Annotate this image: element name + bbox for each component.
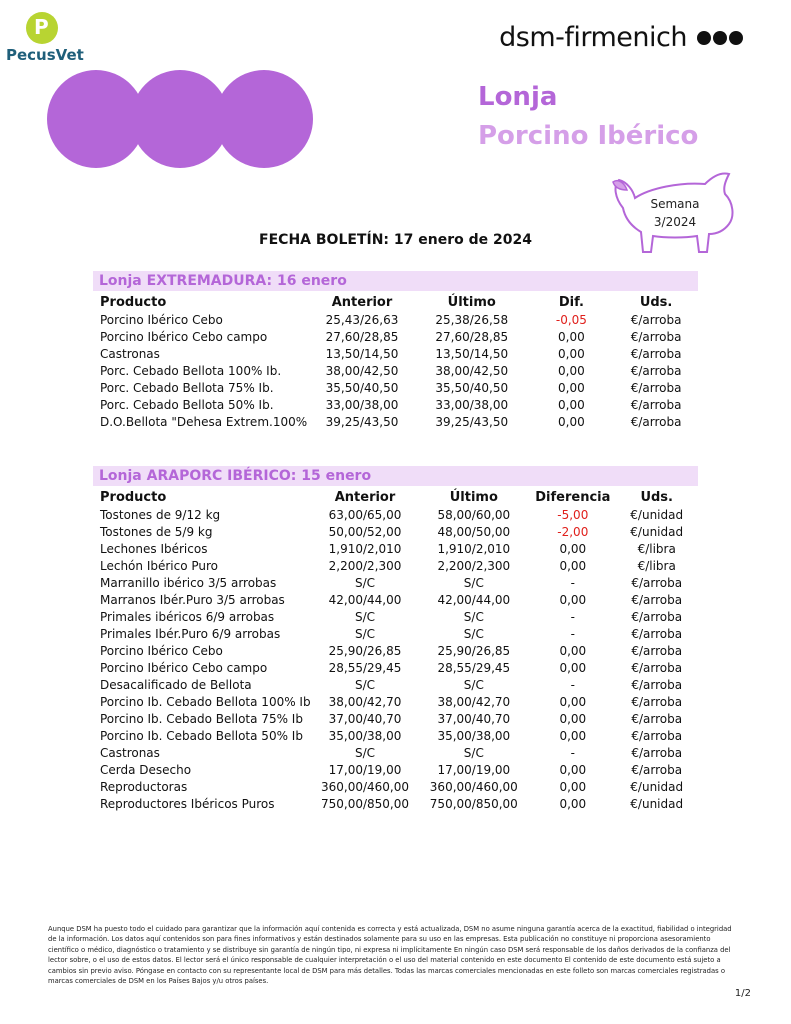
cell-previous: 28,55/29,45 — [328, 660, 402, 675]
cell-units: €/unidad — [630, 524, 684, 539]
cell-units: €/unidad — [630, 507, 684, 522]
cell-previous: S/C — [354, 609, 376, 624]
col-header-last: Último — [449, 490, 498, 505]
col-header-product: Producto — [100, 295, 167, 310]
cell-diff: 0,00 — [559, 762, 587, 777]
table-row — [96, 413, 696, 430]
table-row — [96, 362, 696, 379]
cell-last: 2,200/2,300 — [437, 558, 511, 573]
cell-units: €/arroba — [630, 312, 682, 327]
cell-last: 17,00/19,00 — [437, 762, 511, 777]
cell-product: Marranillo ibérico 3/5 arrobas — [100, 575, 277, 590]
cell-units: €/arroba — [631, 643, 683, 658]
cell-diff: - — [570, 677, 575, 692]
cell-previous: 13,50/14,50 — [325, 346, 399, 361]
cell-units: €/arroba — [630, 397, 682, 412]
cell-units: €/arroba — [631, 745, 683, 760]
cell-product: Porc. Cebado Bellota 100% Ib. — [100, 363, 282, 378]
cell-diff: - — [570, 609, 575, 624]
cell-product: Porcino Ib. Cebado Bellota 100% Ib — [100, 694, 311, 709]
table-row — [96, 676, 696, 693]
cell-previous: 63,00/65,00 — [328, 507, 402, 522]
col-header-product: Producto — [100, 490, 167, 505]
cell-previous: 25,90/26,85 — [328, 643, 402, 658]
cell-units: €/arroba — [631, 762, 683, 777]
cell-last: 38,00/42,50 — [435, 363, 509, 378]
cell-units: €/arroba — [631, 677, 683, 692]
cell-units: €/arroba — [630, 346, 682, 361]
cell-last: 25,38/26,58 — [435, 312, 509, 327]
cell-product: Tostones de 5/9 kg — [100, 524, 213, 539]
cell-diff: 0,00 — [558, 380, 585, 395]
cell-last: S/C — [463, 677, 484, 692]
cell-product: Primales ibéricos 6/9 arrobas — [100, 609, 275, 624]
table-row — [96, 574, 696, 591]
cell-product: Porcino Ibérico Cebo campo — [100, 660, 268, 675]
cell-units: €/libra — [637, 541, 676, 556]
cell-last: 35,50/40,50 — [435, 380, 509, 395]
cell-diff: -0,05 — [555, 312, 587, 327]
col-header-last: Último — [447, 295, 496, 310]
cell-units: €/unidad — [630, 796, 684, 811]
table-row — [96, 727, 696, 744]
cell-product: Castronas — [100, 346, 160, 361]
table-row — [96, 659, 696, 676]
page-number: 1/2 — [734, 988, 751, 999]
dsm-firmenich-brand — [499, 22, 743, 53]
cell-last: 35,00/38,00 — [437, 728, 511, 743]
cell-units: €/arroba — [631, 728, 683, 743]
cell-last: 33,00/38,00 — [435, 397, 509, 412]
cell-previous: 39,25/43,50 — [325, 414, 399, 429]
table-row — [96, 710, 696, 727]
cell-last: S/C — [463, 609, 484, 624]
cell-product: Reproductoras — [100, 779, 188, 794]
table-row — [96, 608, 696, 625]
cell-diff: 0,00 — [559, 592, 587, 607]
cell-previous: 50,00/52,00 — [328, 524, 402, 539]
table-row — [96, 761, 696, 778]
cell-diff: 0,00 — [559, 796, 587, 811]
cell-units: €/arroba — [631, 626, 683, 641]
week-label: Semana — [650, 197, 700, 211]
decorative-circle-3 — [215, 70, 313, 168]
table-row — [96, 591, 696, 608]
table-row — [96, 557, 696, 574]
table-row — [96, 540, 696, 557]
col-header-units: Uds. — [639, 295, 673, 310]
table-row — [96, 523, 696, 540]
cell-units: €/arroba — [630, 363, 682, 378]
cell-diff: 0,00 — [559, 541, 587, 556]
cell-previous: 1,910/2,010 — [328, 541, 402, 556]
table-row — [96, 396, 696, 413]
cell-product: Cerda Desecho — [100, 762, 192, 777]
section-title-extremadura: Lonja EXTREMADURA: 16 enero — [93, 271, 698, 291]
disclaimer-text: Aunque DSM ha puesto todo el cuidado para garantizar que la información aquí contenida es correcta y está actualizada, DSM no asume ninguna garantía acerca de la exactitud, fiabilidad o integridad de la información. Los datos aquí contenidos son para fines informativos y están destinados solamente para su uso en las empresas. Esta publicación no constituye ni proporciona asesoramiento científico o médico, diagnóstico o tratamiento y se distribuye sin garantía de ningún tipo, ni expresa ni implícitamente En ningún caso DSM será responsable de los daños derivados de la confianza del lector sobre, o el uso de estos datos. El lector será el único responsable de cualquier interpretación o el uso del material contenido en este documento El contenido de este documento está sujeto a cambios sin previo aviso. Póngase en contacto con su representante local de DSM para más detalles. Todas las marcas comerciales mencionadas en este folleto son marcas comerciales registradas o marcas comerciales de DSM en los Países Bajos y/u otros países. — [48, 925, 732, 986]
cell-previous: 35,50/40,50 — [325, 380, 399, 395]
table-row — [96, 778, 696, 795]
cell-product: D.O.Bellota "Dehesa Extrem.100% — [100, 414, 308, 429]
cell-diff: - — [570, 745, 575, 760]
cell-product: Castronas — [100, 745, 160, 760]
cell-previous: 27,60/28,85 — [325, 329, 399, 344]
cell-last: 750,00/850,00 — [429, 796, 518, 811]
table-row — [96, 345, 696, 362]
cell-diff: -5,00 — [557, 507, 589, 522]
cell-product: Porcino Ibérico Cebo — [100, 312, 223, 327]
cell-last: S/C — [463, 575, 484, 590]
cell-units: €/arroba — [631, 694, 683, 709]
table-row — [96, 795, 696, 812]
cell-diff: 0,00 — [559, 660, 587, 675]
cell-product: Porcino Ib. Cebado Bellota 50% Ib — [100, 728, 303, 743]
cell-product: Lechón Ibérico Puro — [100, 558, 219, 573]
cell-units: €/unidad — [630, 779, 684, 794]
cell-product: Primales Ibér.Puro 6/9 arrobas — [100, 626, 281, 641]
cell-previous: 17,00/19,00 — [328, 762, 402, 777]
cell-previous: S/C — [354, 575, 376, 590]
cell-product: Porcino Ibérico Cebo — [100, 643, 223, 658]
table-row — [96, 642, 696, 659]
cell-last: S/C — [463, 626, 484, 641]
table-row — [96, 311, 696, 328]
price-table-araporc — [96, 489, 696, 812]
cell-diff: 0,00 — [559, 728, 587, 743]
cell-last: 360,00/460,00 — [429, 779, 518, 794]
cell-diff: 0,00 — [558, 346, 585, 361]
col-header-previous: Anterior — [334, 490, 396, 505]
cell-units: €/libra — [637, 558, 676, 573]
cell-last: 48,00/50,00 — [437, 524, 511, 539]
cell-last: 58,00/60,00 — [437, 507, 511, 522]
cell-diff: 0,00 — [559, 694, 587, 709]
cell-last: 1,910/2,010 — [437, 541, 511, 556]
table-body — [96, 311, 696, 430]
table-row — [96, 379, 696, 396]
table-row — [96, 328, 696, 345]
cell-previous: 38,00/42,70 — [328, 694, 402, 709]
col-header-diff: Diferencia — [535, 490, 611, 505]
table-header-row — [96, 294, 696, 311]
cell-previous: S/C — [354, 677, 376, 692]
cell-last: 38,00/42,70 — [437, 694, 511, 709]
cell-diff: 0,00 — [558, 329, 585, 344]
section-title-araporc: Lonja ARAPORC IBÉRICO: 15 enero — [93, 466, 698, 486]
cell-diff: 0,00 — [559, 643, 587, 658]
cell-units: €/arroba — [630, 414, 682, 429]
cell-previous: 37,00/40,70 — [328, 711, 402, 726]
bulletin-date: FECHA BOLETÍN: 17 enero de 2024 — [259, 232, 532, 248]
cell-previous: 750,00/850,00 — [320, 796, 410, 811]
cell-units: €/arroba — [631, 609, 683, 624]
cell-diff: - — [570, 626, 575, 641]
cell-diff: 0,00 — [559, 779, 587, 794]
cell-units: €/arroba — [631, 711, 683, 726]
cell-previous: 33,00/38,00 — [325, 397, 399, 412]
cell-last: 39,25/43,50 — [435, 414, 509, 429]
cell-last: 28,55/29,45 — [437, 660, 511, 675]
cell-diff: 0,00 — [558, 397, 585, 412]
cell-diff: - — [570, 575, 575, 590]
cell-product: Porc. Cebado Bellota 50% Ib. — [100, 397, 274, 412]
cell-last: 25,90/26,85 — [437, 643, 511, 658]
cell-previous: 35,00/38,00 — [328, 728, 402, 743]
cell-product: Porc. Cebado Bellota 75% Ib. — [100, 380, 274, 395]
cell-product: Porcino Ib. Cebado Bellota 75% Ib — [100, 711, 303, 726]
cell-previous: S/C — [354, 745, 376, 760]
cell-units: €/arroba — [631, 660, 683, 675]
cell-diff: 0,00 — [559, 711, 587, 726]
col-header-previous: Anterior — [331, 295, 393, 310]
cell-last: 37,00/40,70 — [437, 711, 511, 726]
cell-units: €/arroba — [631, 575, 683, 590]
brand-dots-icon — [697, 31, 743, 45]
cell-diff: 0,00 — [558, 363, 585, 378]
cell-previous: 42,00/44,00 — [328, 592, 402, 607]
week-badge — [625, 195, 725, 231]
cell-product: Tostones de 9/12 kg — [100, 507, 221, 522]
col-header-diff: Dif. — [558, 295, 584, 310]
cell-last: 27,60/28,85 — [435, 329, 509, 344]
cell-diff: 0,00 — [559, 558, 587, 573]
cell-diff: 0,00 — [558, 414, 585, 429]
price-table-extremadura — [96, 294, 696, 430]
cell-product: Lechones Ibéricos — [100, 541, 208, 556]
cell-previous: 25,43/26,63 — [325, 312, 399, 327]
pecusvet-logo-letter: P — [34, 15, 49, 39]
table-row — [96, 693, 696, 710]
cell-previous: 38,00/42,50 — [325, 363, 399, 378]
cell-last: S/C — [463, 745, 484, 760]
cell-product: Desacalificado de Bellota — [100, 677, 252, 692]
table-row — [96, 744, 696, 761]
cell-previous: 360,00/460,00 — [320, 779, 410, 794]
week-value: 3/2024 — [653, 215, 697, 229]
cell-units: €/arroba — [631, 592, 683, 607]
table-row — [96, 625, 696, 642]
cell-last: 13,50/14,50 — [435, 346, 509, 361]
page-title-line1: Lonja — [478, 82, 558, 112]
cell-product: Reproductores Ibéricos Puros — [100, 796, 275, 811]
brand-text: dsm-firmenich — [499, 22, 687, 53]
cell-units: €/arroba — [630, 380, 682, 395]
cell-units: €/arroba — [630, 329, 682, 344]
pecusvet-logo-text: PecusVet — [6, 46, 84, 64]
cell-previous: 2,200/2,300 — [328, 558, 402, 573]
table-body — [96, 506, 696, 812]
cell-product: Marranos Ibér.Puro 3/5 arrobas — [100, 592, 285, 607]
col-header-units: Uds. — [640, 490, 673, 505]
cell-diff: -2,00 — [557, 524, 589, 539]
table-header-row — [96, 489, 696, 506]
cell-previous: S/C — [354, 626, 376, 641]
page-title-line2: Porcino Ibérico — [478, 121, 699, 151]
table-row — [96, 506, 696, 523]
cell-last: 42,00/44,00 — [437, 592, 511, 607]
cell-product: Porcino Ibérico Cebo campo — [100, 329, 268, 344]
